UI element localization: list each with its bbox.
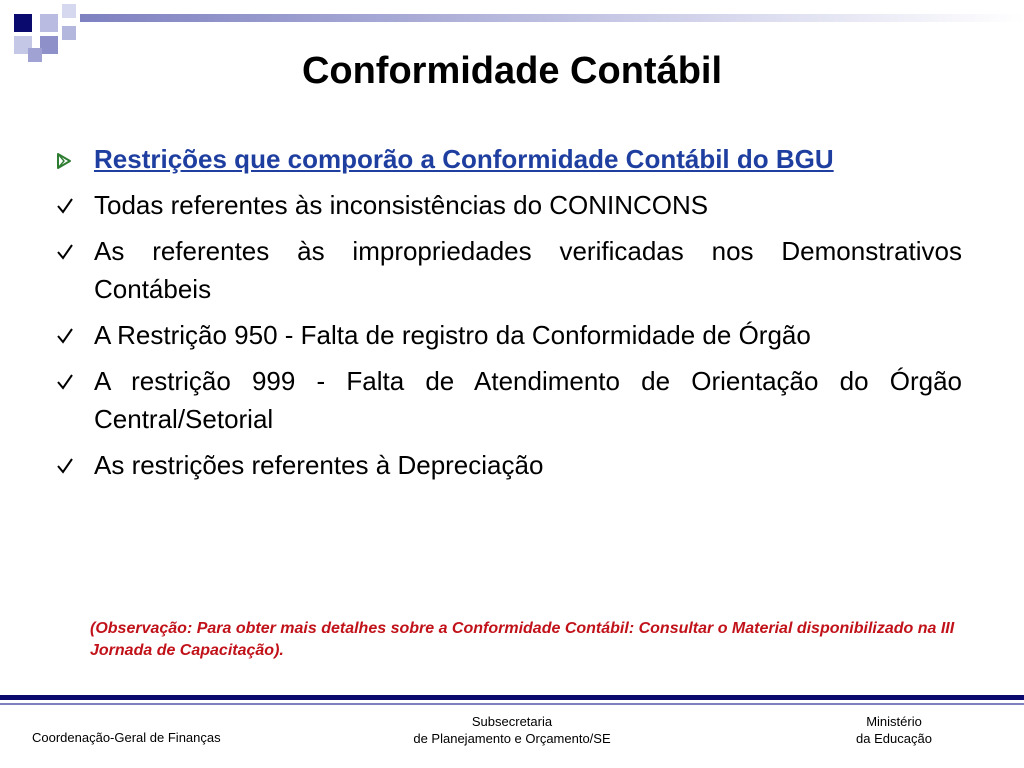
decor-square (14, 14, 32, 32)
item-text: Todas referentes às inconsistências do CONINCONS (94, 190, 709, 220)
decor-square (62, 4, 76, 18)
arrow-bullet-icon (54, 140, 76, 178)
decor-square (40, 14, 58, 32)
check-bullet-icon (54, 362, 76, 400)
item-text: As referentes às impropriedades verificadas nos Demonstrativos Contábeis (94, 236, 962, 304)
footer-center-text (362, 713, 662, 747)
list-item (52, 140, 962, 178)
footer-center-line1: Subsecretaria (471, 714, 553, 729)
section-heading: Restrições que comporão a Conformidade Contábil do BGU (94, 144, 834, 174)
decor-square (62, 26, 76, 40)
list-item (52, 232, 962, 308)
bullet-list (52, 140, 962, 492)
footer-right-line2: da Educação (856, 731, 932, 746)
item-text: A Restrição 950 - Falta de registro da Conformidade de Órgão (94, 320, 811, 350)
observation-note: (Observação: Para obter mais detalhes sobre a Conformidade Contábil: Consultar o Material disponibilizado na III Jornada de Capacitação). (90, 620, 955, 659)
footer-left-text: Coordenação-Geral de Finanças (32, 730, 221, 745)
check-bullet-icon (54, 186, 76, 224)
item-text: As restrições referentes à Depreciação (94, 450, 544, 480)
footer-right-line1: Ministério (866, 714, 922, 729)
footer-divider-thin (0, 703, 1024, 705)
footer-center-line2: de Planejamento e Orçamento/SE (413, 731, 611, 746)
footer-right-text (824, 713, 964, 747)
slide-title: Conformidade Contábil (301, 50, 723, 92)
check-bullet-icon (54, 316, 76, 354)
check-bullet-icon (54, 232, 76, 270)
list-item (52, 446, 962, 484)
list-item (52, 362, 962, 438)
footer-divider (0, 695, 1024, 700)
check-bullet-icon (54, 446, 76, 484)
list-item (52, 316, 962, 354)
item-text: A restrição 999 - Falta de Atendimento de Orientação do Órgão Central/Setorial (94, 366, 962, 434)
top-gradient-band (80, 14, 1024, 22)
list-item (52, 186, 962, 224)
